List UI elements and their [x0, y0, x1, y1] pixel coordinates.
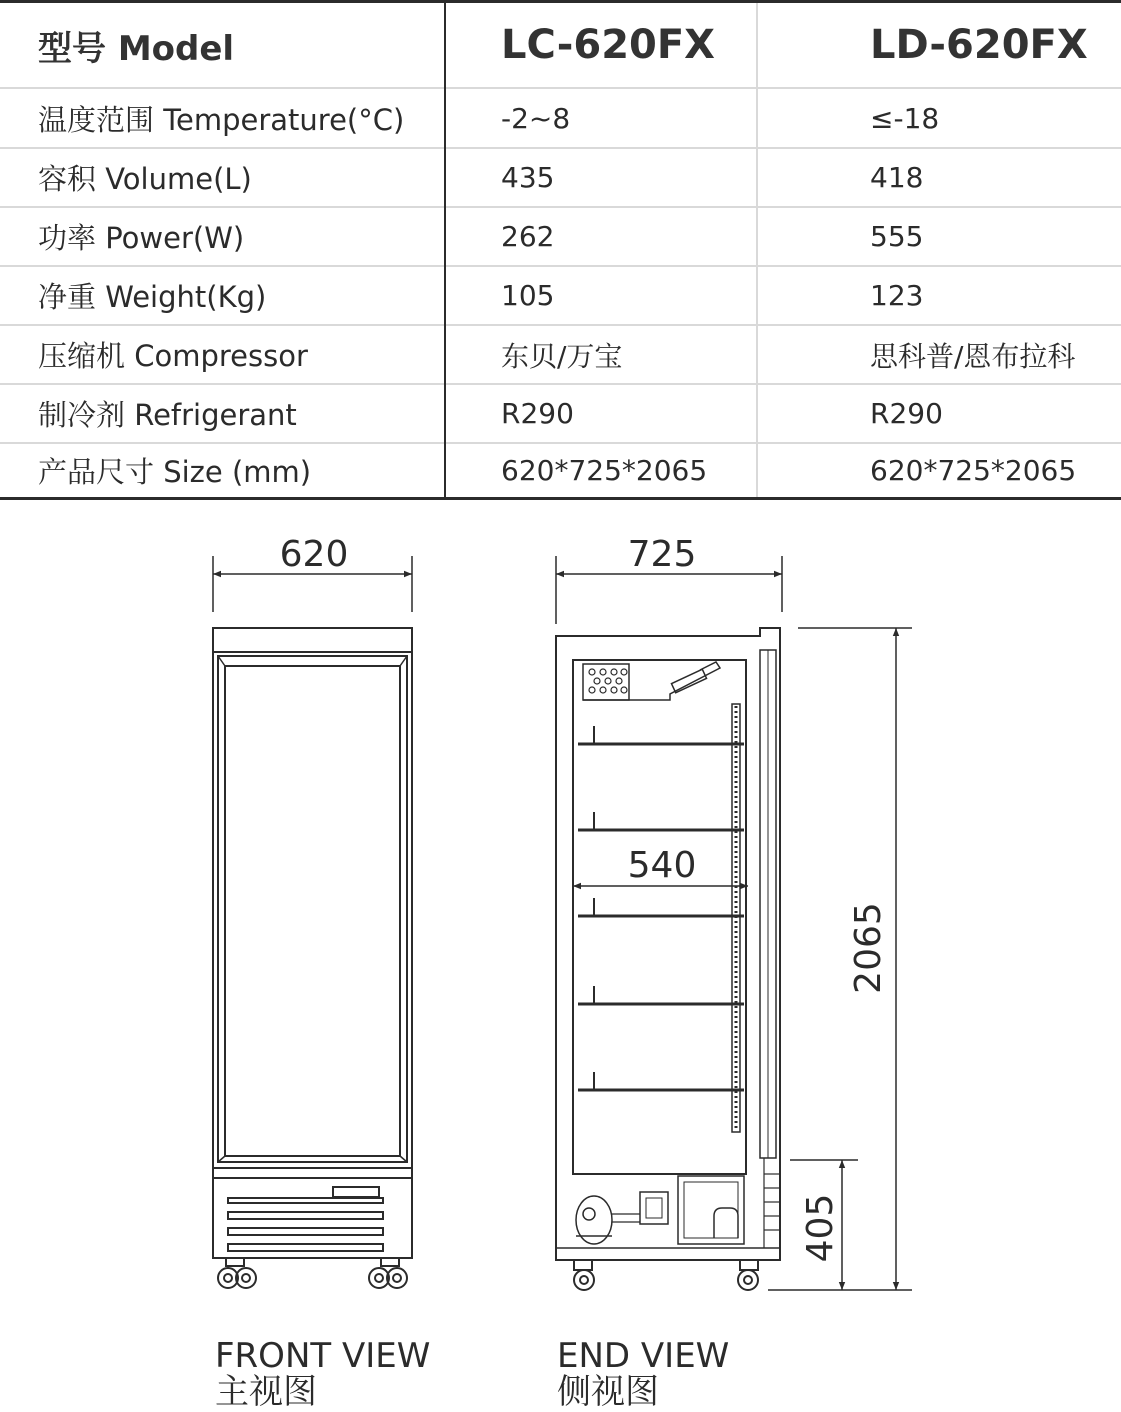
inner-depth-label: 540: [627, 845, 697, 886]
row-value-ld: 123: [870, 279, 924, 312]
column-divider: [756, 3, 758, 497]
front-view-label-cn: 主视图: [215, 1372, 317, 1412]
row-label: 产品尺寸 Size (mm): [38, 455, 312, 489]
row-value-ld: 620*725*2065: [870, 454, 1077, 487]
row-value-ld: R290: [870, 397, 943, 430]
row-value-lc: -2~8: [501, 101, 571, 135]
technical-drawing: [0, 500, 1121, 1406]
row-value-ld: 555: [870, 220, 924, 253]
row-label: 压缩机 Compressor: [38, 339, 308, 373]
row-value-lc: 105: [501, 279, 555, 312]
row-value-lc: 东贝/万宝: [501, 339, 623, 373]
row-label: 功率 Power(W): [38, 221, 245, 255]
table-row: [0, 89, 1121, 147]
row-value-lc: 262: [501, 220, 555, 253]
row-value-lc: R290: [501, 397, 574, 430]
table-row: [0, 326, 1121, 383]
header-model-lc: LC-620FX: [501, 22, 716, 68]
front-width-label: 620: [279, 534, 349, 575]
row-label: 净重 Weight(Kg): [38, 280, 267, 314]
row-value-lc: 620*725*2065: [501, 454, 708, 487]
row-value-lc: 435: [501, 161, 555, 194]
front-view: [213, 628, 412, 1288]
total-height-dimension: [768, 628, 912, 1290]
table-row: [0, 267, 1121, 324]
header-model-label: 型号 Model: [38, 28, 235, 69]
row-value-ld: 思科普/恩布拉科: [870, 339, 1076, 373]
end-view-label-cn: 侧视图: [557, 1372, 659, 1412]
front-view-caption: [215, 1338, 430, 1410]
base-height-label: 405: [800, 1193, 841, 1263]
row-value-ld: ≤-18: [870, 101, 940, 135]
table-row: [0, 444, 1121, 497]
end-view-caption: [557, 1338, 729, 1410]
end-view-label-en: END VIEW: [557, 1336, 730, 1376]
row-label: 温度范围 Temperature(°C): [38, 102, 405, 137]
column-divider-main: [444, 3, 446, 497]
table-header-row: [0, 3, 1121, 87]
row-label: 容积 Volume(L): [38, 162, 252, 196]
table-row: [0, 208, 1121, 265]
header-model-ld: LD-620FX: [870, 22, 1088, 68]
front-view-label-en: FRONT VIEW: [215, 1336, 431, 1376]
total-height-label: 2065: [848, 902, 889, 994]
row-label: 制冷剂 Refrigerant: [38, 398, 297, 432]
table-row: [0, 149, 1121, 206]
end-view: [556, 628, 780, 1290]
end-depth-label: 725: [627, 534, 697, 575]
row-value-ld: 418: [870, 161, 924, 194]
table-row: [0, 385, 1121, 442]
